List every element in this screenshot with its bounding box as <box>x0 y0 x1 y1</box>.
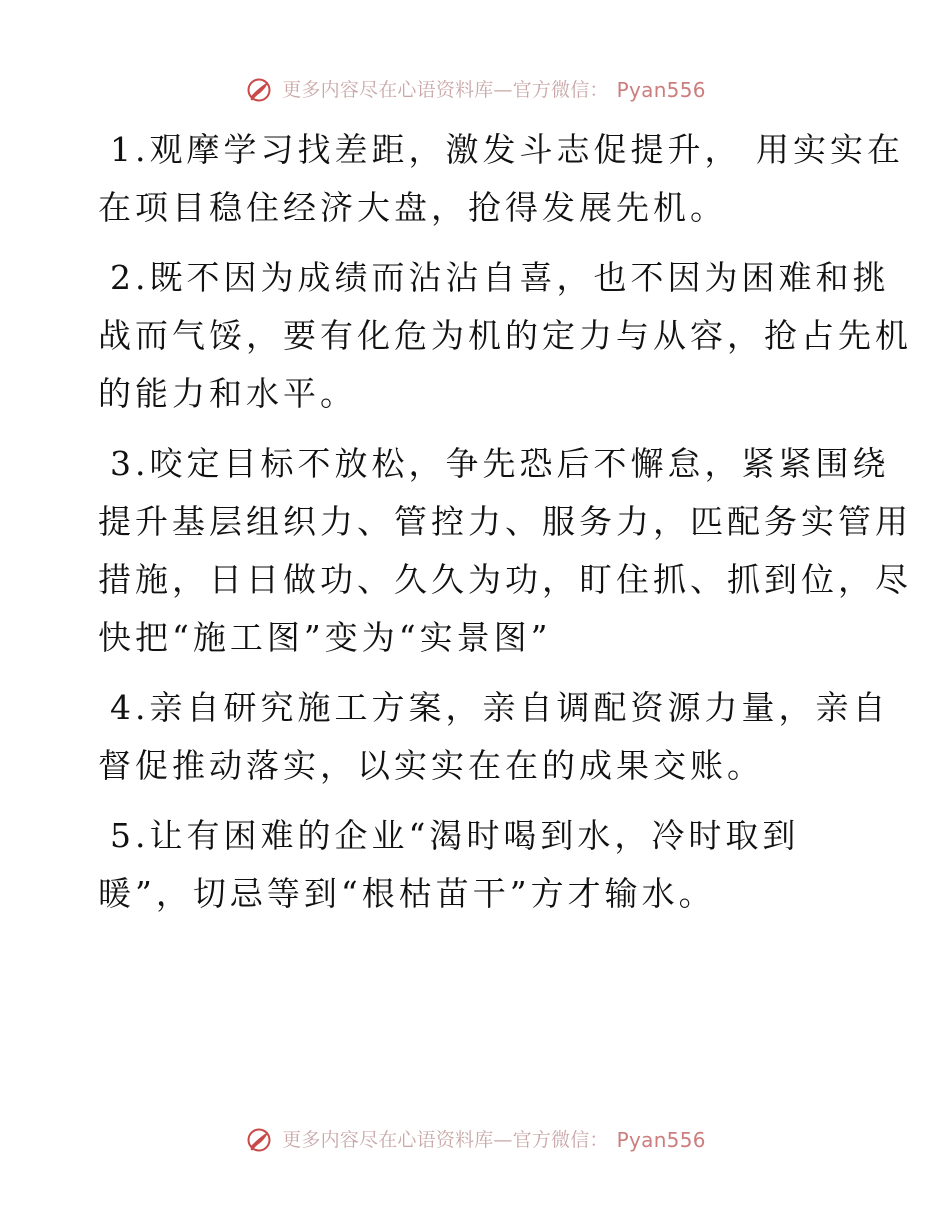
paragraph-line: 战而气馁，要有化危为机的定力与从容，抢占先机 <box>98 316 912 355</box>
header-watermark <box>0 72 950 108</box>
paragraph-line: 1.观摩学习找差距，激发斗志促提升， 用实实在 <box>110 130 904 169</box>
watermark-id: Pyan556 <box>616 1128 706 1152</box>
pen-quill-icon <box>244 75 274 105</box>
paragraph-line: 措施，日日做功、久久为功，盯住抓、抓到位，尽 <box>98 560 912 599</box>
paragraph-line: 督促推动落实，以实实在在的成果交账。 <box>98 746 764 785</box>
watermark-id: Pyan556 <box>616 78 706 102</box>
document-body <box>98 121 912 935</box>
paragraph-3 <box>98 435 912 667</box>
paragraph-line: 的能力和水平。 <box>98 374 357 413</box>
paragraph-line: 快把“施工图”变为“实景图” <box>98 618 552 657</box>
paragraph-line: 在项目稳住经济大盘，抢得发展先机。 <box>98 188 727 227</box>
paragraph-5 <box>98 807 850 923</box>
paragraph-line: 提升基层组织力、管控力、服务力，匹配务实管用 <box>98 502 912 541</box>
footer-watermark <box>0 1122 950 1158</box>
paragraph-line: 2.既不因为成绩而沾沾自喜，也不因为困难和挑 <box>110 258 890 297</box>
pen-quill-icon <box>244 1125 274 1155</box>
watermark-text: 更多内容尽在心语资料库—官方微信： <box>282 1128 609 1151</box>
paragraph-line: 4.亲自研究施工方案，亲自调配资源力量，亲自 <box>110 688 890 727</box>
paragraph-2 <box>98 249 912 423</box>
paragraph-line: 3.咬定目标不放松，争先恐后不懈怠，紧紧围绕 <box>110 444 890 483</box>
paragraph-line: 5.让有困难的企业“渴时喝到水，冷时取到 <box>110 816 800 855</box>
paragraph-line: 暖”，切忌等到“根枯苗干”方才输水。 <box>98 874 716 913</box>
paragraph-1 <box>98 121 904 237</box>
paragraph-4 <box>98 679 890 795</box>
watermark-text: 更多内容尽在心语资料库—官方微信： <box>282 78 609 101</box>
